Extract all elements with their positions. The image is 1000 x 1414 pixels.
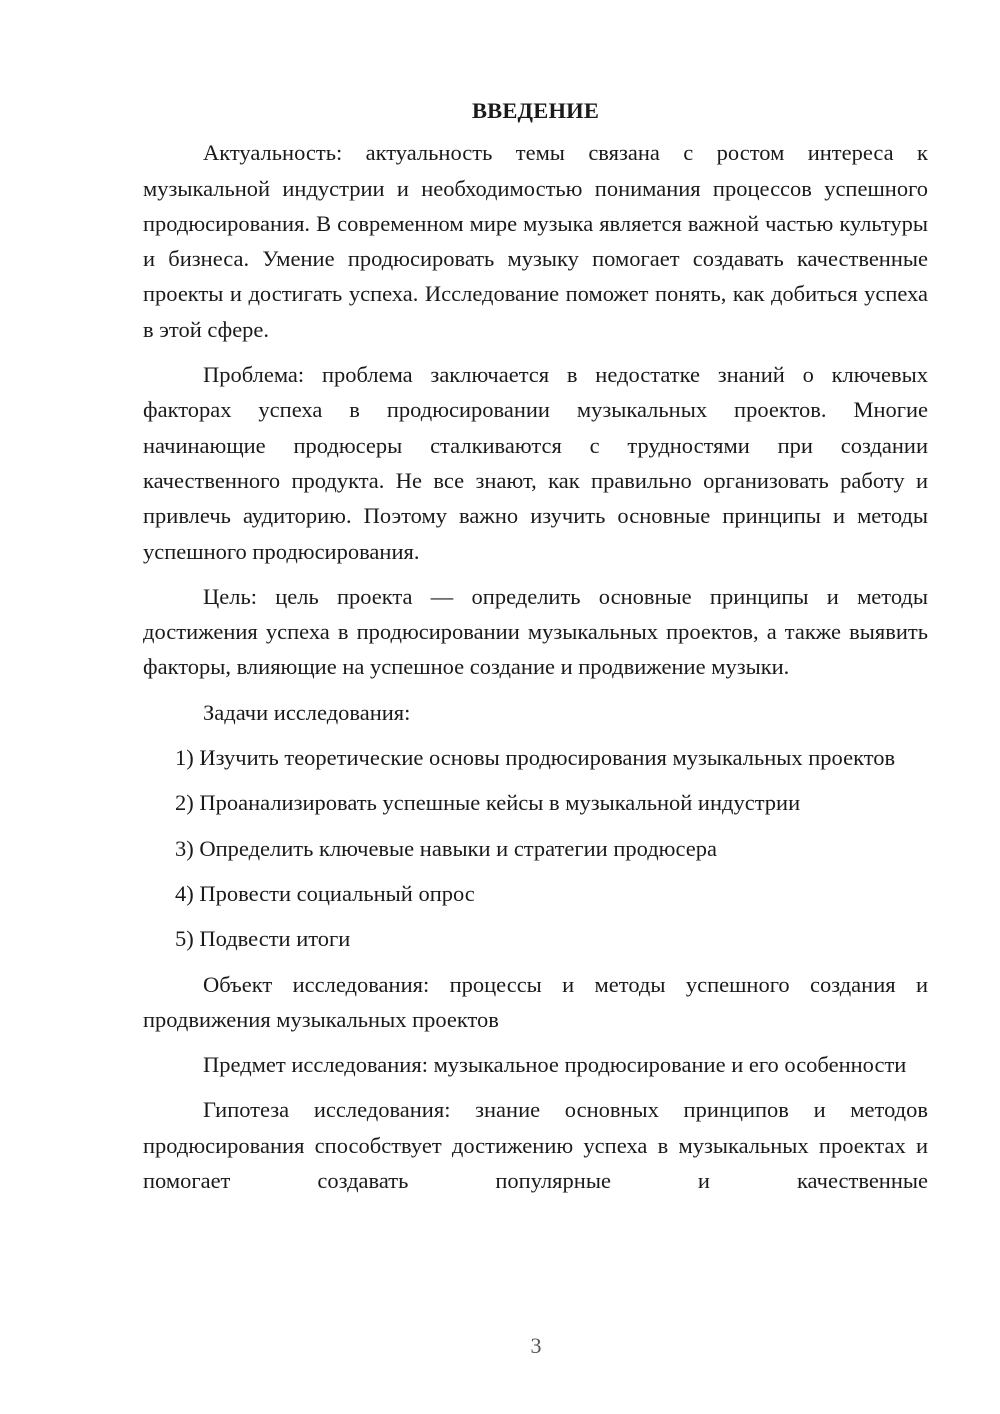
paragraph-goal: Цель: цель проекта — определить основные принципы и методы достижения успеха в продюсировании музыкальных проектов, а также выявить факторы, влияющие на успешное создание и продвижение музыки. <box>143 583 928 680</box>
tasks-title: Задачи исследования: <box>203 699 411 725</box>
task-item-5: 5) Подвести итоги <box>175 926 351 952</box>
page-body <box>143 93 928 1198</box>
section-heading: ВВЕДЕНИЕ <box>471 98 600 123</box>
paragraph-relevance: Актуальность: актуальность темы связана с ростом интереса к музыкальной индустрии и необходимостью понимания процессов успешного продюсирования. В современном мире музыка является важной частью культуры и бизнеса. Умение продюсировать музыку помогает создавать качественные проекты и достигать успеха. Исследование поможет понять, как добиться успеха в этой сфере. <box>143 140 928 342</box>
task-item-2: 2) Проанализировать успешные кейсы в музыкальной индустрии <box>175 790 801 816</box>
paragraph-problem: Проблема: проблема заключается в недостатке знаний о ключевых факторах успеха в продюсировании музыкальных проектов. Многие начинающие продюсеры сталкиваются с трудностями при создании качественного продукта. Не все знают, как правильно организовать работу и привлечь аудиторию. Поэтому важно изучить основные принципы и методы успешного продюсирования. <box>143 362 928 564</box>
task-item-4: 4) Провести социальный опрос <box>175 880 475 906</box>
paragraph-hypothesis: Гипотеза исследования: знание основных принципов и методов продюсирования способствует достижению успеха в музыкальных проектах и помогает создавать популярные и качественные <box>143 1097 928 1194</box>
paragraph-subject: Предмет исследования: музыкальное продюсирование и его особенности <box>203 1052 907 1078</box>
task-item-1: 1) Изучить теоретические основы продюсирования музыкальных проектов <box>175 745 896 771</box>
paragraph-object: Объект исследования: процессы и методы успешного создания и продвижения музыкальных проектов <box>143 971 928 1032</box>
task-item-3: 3) Определить ключевые навыки и стратегии продюсера <box>175 835 717 861</box>
page-number: 3 <box>530 1333 542 1358</box>
